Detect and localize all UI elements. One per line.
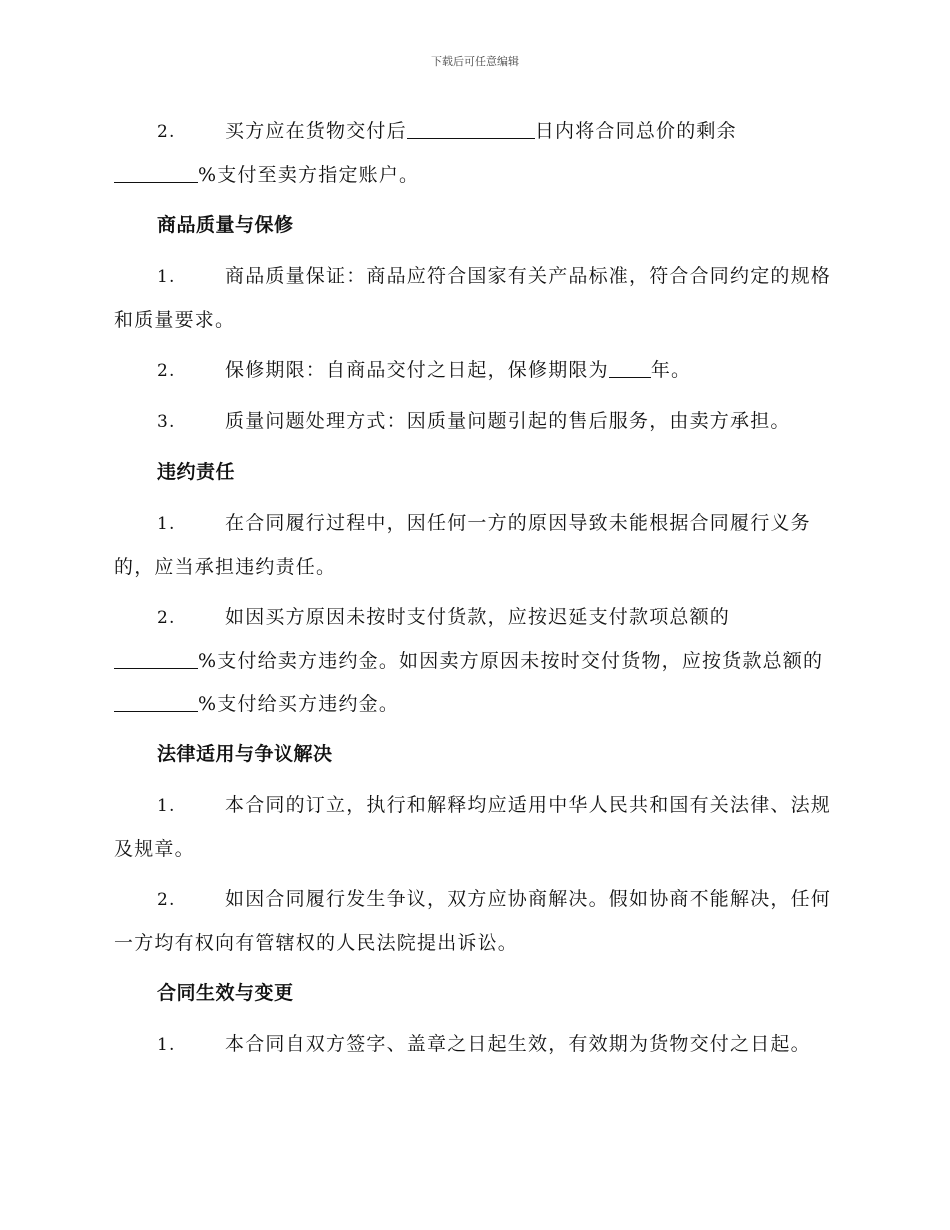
quality-item-2	[114, 349, 836, 393]
item-text: %支付给买方违约金。	[198, 693, 400, 715]
effect-item-1	[114, 1023, 836, 1067]
item-number: 1.	[157, 514, 176, 534]
item-number: 2.	[157, 361, 176, 381]
item-text: 本合同自双方签字、盖章之日起生效，有效期为货物交付之日起。	[225, 1033, 811, 1055]
percent-blank[interactable]	[114, 160, 198, 183]
page-header: 下载后可任意编辑	[431, 55, 519, 68]
item-text: %支付给卖方违约金。如因卖方原因未按时交付货物，应按货款总额的	[198, 650, 824, 672]
item-text: %支付至卖方指定账户。	[198, 164, 420, 186]
item-number: 2.	[157, 608, 176, 628]
item-text: 如因合同履行发生争议，双方应协商解决。假如协商不能解决，任何一方均有权向有管辖权的人民法院提出诉讼。	[114, 888, 832, 954]
days-blank[interactable]	[407, 116, 535, 139]
payment-item-2	[114, 110, 836, 197]
item-text: 质量问题处理方式：因质量问题引起的售后服务，由卖方承担。	[225, 410, 791, 432]
item-number: 1.	[157, 796, 176, 816]
item-text: 买方应在货物交付后	[225, 120, 407, 142]
item-text: 在合同履行过程中，因任何一方的原因导致未能根据合同履行义务的，应当承担违约责任。	[114, 512, 811, 578]
item-number: 2.	[157, 890, 176, 910]
section-heading-effect: 合同生效与变更	[157, 982, 294, 1004]
quality-item-3	[114, 400, 836, 444]
item-text: 商品质量保证：商品应符合国家有关产品标准，符合合同约定的规格和质量要求。	[114, 265, 832, 331]
item-number: 2.	[157, 122, 176, 142]
item-text: 如因买方原因未按时支付货款，应按迟延支付款项总额的	[225, 606, 731, 628]
item-text: 年。	[650, 359, 692, 381]
breach-item-1	[114, 502, 836, 589]
quality-item-1	[114, 255, 836, 342]
item-number: 1.	[157, 1035, 176, 1055]
breach-item-2	[114, 596, 836, 726]
item-text: 日内将合同总价的剩余	[534, 120, 737, 142]
item-number: 1.	[157, 267, 176, 287]
law-item-2	[114, 878, 836, 965]
item-text: 本合同的订立，执行和解释均应适用中华人民共和国有关法律、法规及规章。	[114, 794, 832, 860]
section-heading-quality: 商品质量与保修	[157, 214, 294, 236]
item-text: 保修期限：自商品交付之日起，保修期限为	[225, 359, 609, 381]
seller-penalty-blank[interactable]	[114, 689, 198, 712]
warranty-years-blank[interactable]	[609, 355, 651, 378]
section-heading-law: 法律适用与争议解决	[157, 743, 333, 765]
buyer-penalty-blank[interactable]	[114, 646, 198, 669]
law-item-1	[114, 784, 836, 871]
document-body	[114, 110, 836, 1074]
item-number: 3.	[157, 412, 176, 432]
section-heading-breach: 违约责任	[157, 461, 236, 483]
